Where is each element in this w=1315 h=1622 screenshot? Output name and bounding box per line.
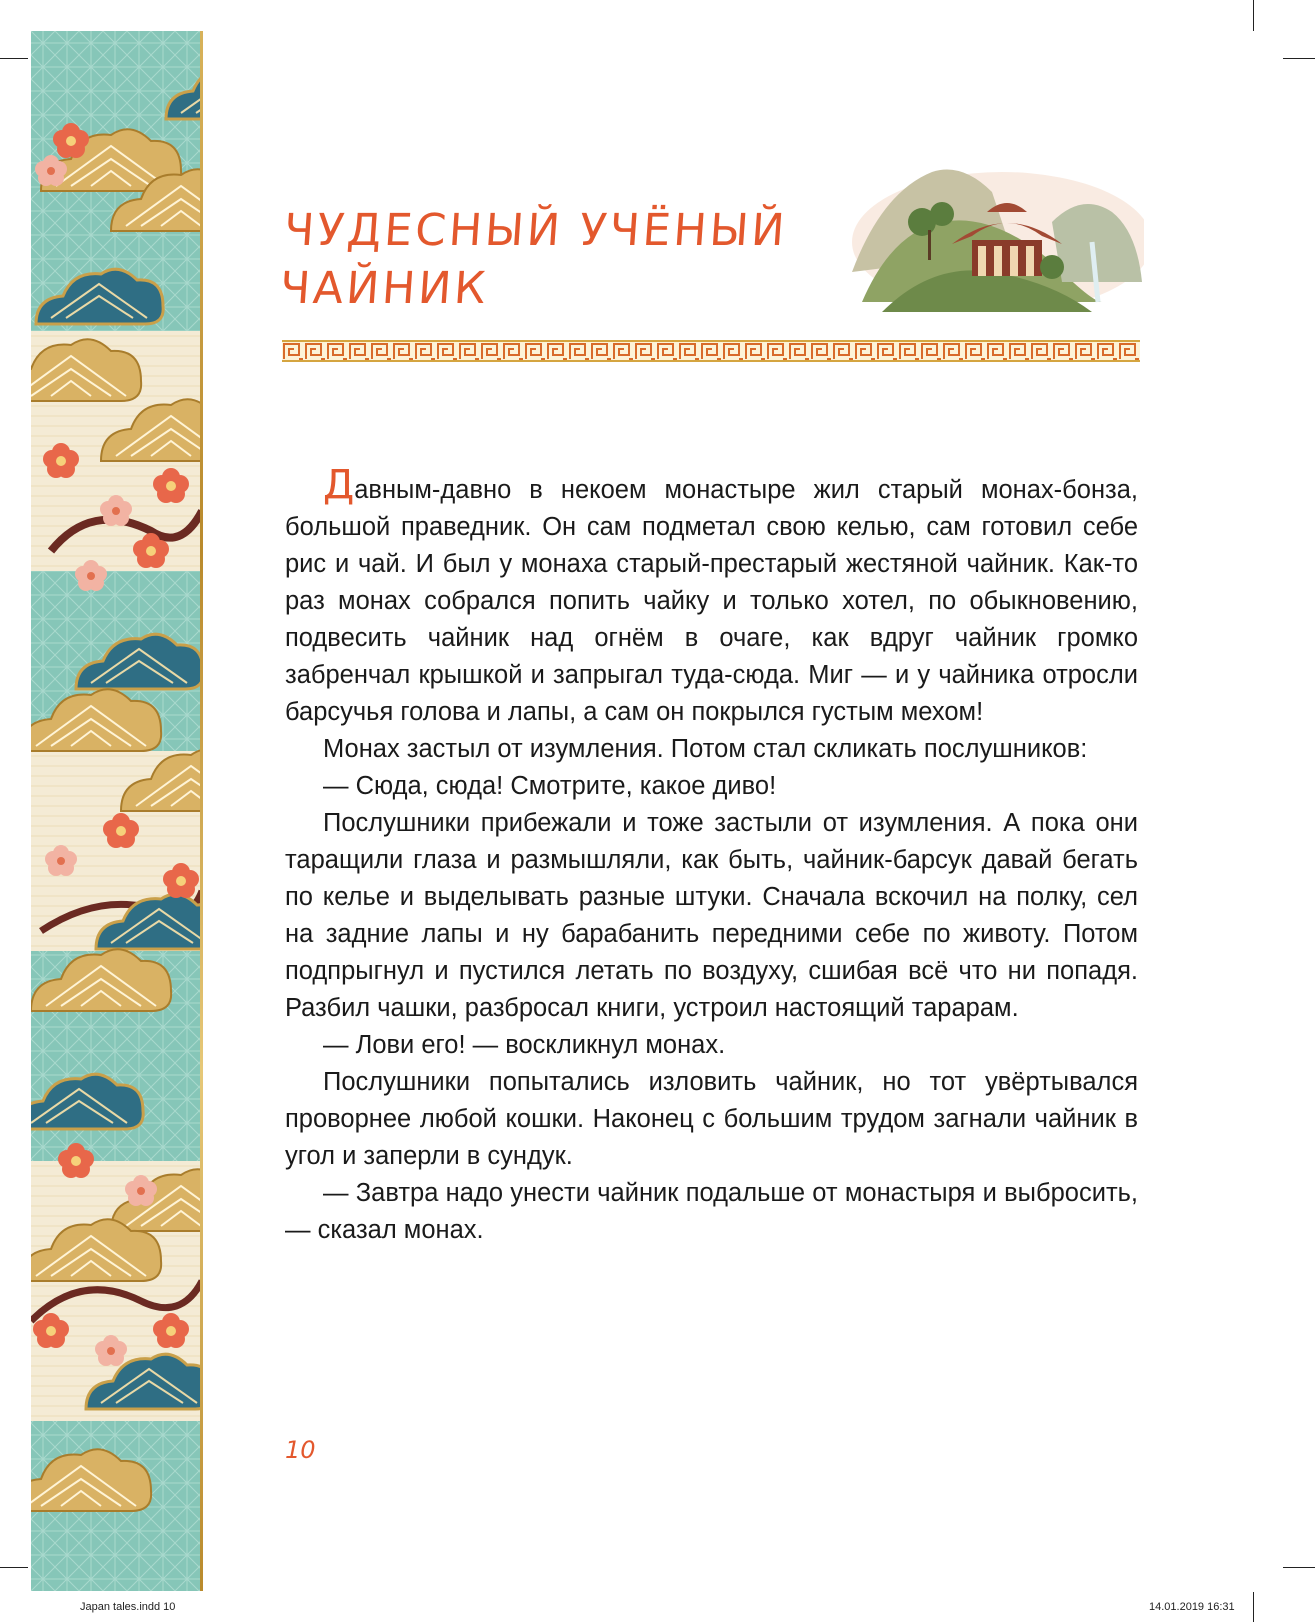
slug-filename: Japan tales.indd 10 (80, 1601, 176, 1613)
meander-border-icon (282, 340, 1140, 362)
pine-cloud-pattern-icon (31, 31, 202, 1591)
slug-datetime: 14.01.2019 16:31 (1149, 1601, 1235, 1613)
title-line: ЧУДЕСНЫЙ УЧЁНЫЙ (282, 205, 790, 256)
paragraph: Послушники попытались изловить чайник, но тот увёртывался проворнее любой кошки. Наконец с большим трудом загнали чайник в угол и заперли в сундук. (285, 1068, 1138, 1170)
crop-mark (0, 1567, 28, 1568)
drop-cap: Д (323, 462, 355, 508)
paragraph: Монах застыл от изумления. Потом стал скликать послушников: (323, 735, 1088, 763)
title-line: ЧАЙНИК (278, 263, 491, 314)
paragraph: — Сюда, сюда! Смотрите, какое диво! (323, 772, 777, 800)
paragraph: — Лови его! — воскликнул монах. (323, 1031, 726, 1059)
crop-mark (1253, 0, 1254, 31)
decorative-border (31, 31, 202, 1591)
page-number: 10 (285, 1436, 316, 1464)
crop-mark (0, 58, 28, 59)
page-title (278, 202, 806, 318)
paragraph: Давным-давно в некоем монастыре жил старый монах-бонза, большой праведник. Он сам подметал свою келью, сам готовил себе рис и чай. И был у монаха старый-престарый жестяной чайник. Как-то раз монах собрался попить чайку и только хотел, по обыкновению, подвесить чайник над огнём в очаге, как вдруг чайник громко забренчал крышкой и запрыгал туда-сюда. Миг — и у чайника отросли барсучья голова и лапы, а сам он покрылся густым мехом! (285, 462, 1138, 726)
story-text (285, 462, 1138, 1249)
crop-mark (1253, 1592, 1254, 1622)
paragraph: — Завтра надо унести чайник подальше от монастыря и выбросить, — сказал монах. (285, 1179, 1138, 1244)
gold-rule (200, 31, 203, 1591)
paragraph: Послушники прибежали и тоже застыли от изумления. А пока они таращили глаза и размышляли, как быть, чайник-барсук давай бегать по келье и выделывать разные штуки. Сначала вскочил на полку, сел на задние лапы и ну барабанить передними себе по животу. Потом подпрыгнул и пустился летать по воздуху, сшибая всё что ни попадя. Разбил чашки, разбросал книги, устроил настоящий тарарам. (285, 809, 1138, 1022)
crop-mark (1283, 1567, 1315, 1568)
pavilion-illustration-icon (852, 152, 1144, 322)
crop-mark (1283, 58, 1315, 59)
